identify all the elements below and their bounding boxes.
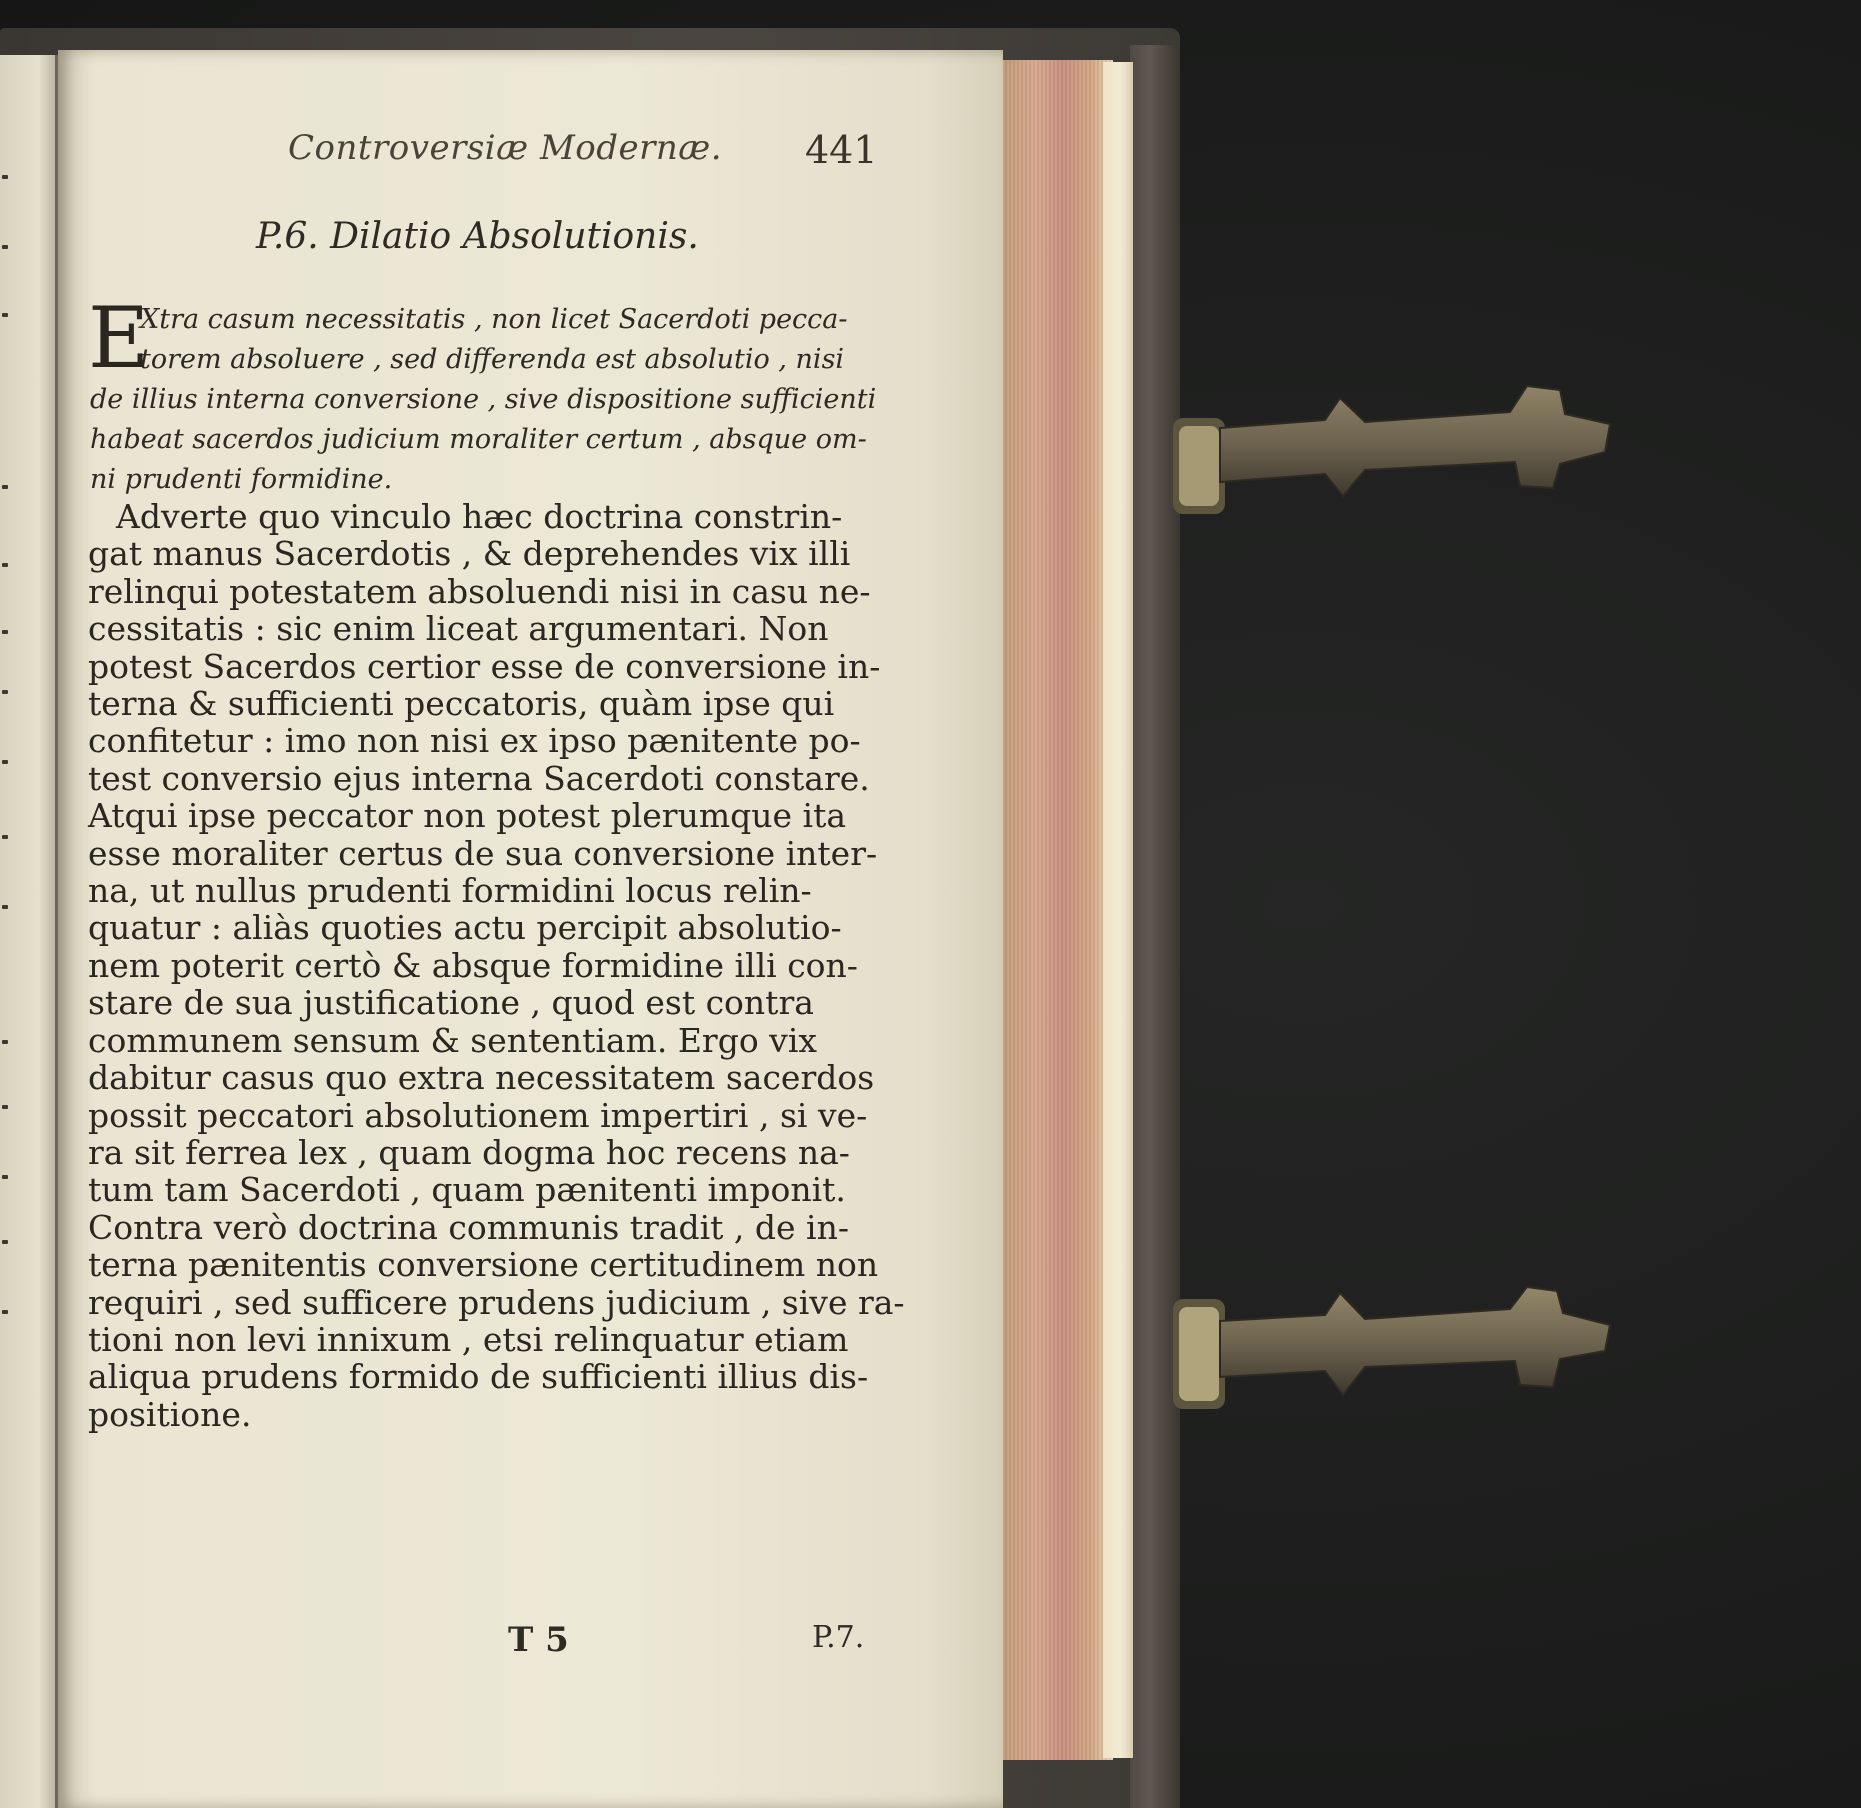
body-line: gat manus Sacerdotis , & deprehendes vix illi <box>88 534 851 574</box>
body-line: test conversio ejus interna Sacerdoti constare. <box>88 758 870 798</box>
body-line: terna & sufficienti peccatoris, quàm ipse qui <box>88 684 835 724</box>
body-line: positione. <box>88 1394 252 1434</box>
body-line: cessitatis : sic enim liceat argumentari. Non <box>88 609 829 649</box>
italic-line: Xtra casum necessitatis , non licet Sacerdoti pecca- <box>140 304 848 335</box>
italic-line: habeat sacerdos judicium moraliter certum , absque om- <box>90 424 867 455</box>
body-line: tum tam Sacerdoti , quam pænitenti imponit. <box>88 1170 846 1210</box>
italic-line: de illius interna conversione , sive dispositione sufficienti <box>90 384 877 415</box>
page-number: 441 <box>805 128 878 172</box>
body-line: ra sit ferrea lex , quam dogma hoc recens na- <box>88 1132 850 1172</box>
catchword: P.7. <box>812 1620 865 1655</box>
body-line: stare de sua justificatione , quod est contra <box>88 983 814 1023</box>
body-line: esse moraliter certus de sua conversione inter- <box>88 833 878 873</box>
body-line: quatur : aliàs quoties actu percipit absolutio- <box>88 908 842 948</box>
italic-line: ni prudenti formidine. <box>90 464 393 495</box>
body-line: aliqua prudens formido de sufficienti illius dis- <box>88 1357 869 1397</box>
section-title: P.6. Dilatio Absolutionis. <box>256 216 699 257</box>
body-line: potest Sacerdos certior esse de conversione in- <box>88 646 881 686</box>
body-paragraph <box>88 497 905 1434</box>
body-line: relinqui potestatem absoluendi nisi in casu ne- <box>88 571 871 611</box>
body-line: terna pænitentis conversione certitudinem non <box>88 1245 879 1285</box>
body-line: possit peccatori absolutionem impertiri , si ve- <box>88 1095 868 1135</box>
italic-line: torem absoluere , sed differenda est absolutio , nisi <box>140 344 845 375</box>
body-line: Adverte quo vinculo hæc doctrina constrin- <box>116 497 843 536</box>
body-line: dabitur casus quo extra necessitatem sacerdos <box>88 1058 875 1098</box>
body-line: Contra verò doctrina communis tradit , de in- <box>88 1207 849 1247</box>
body-line: communem sensum & sententiam. Ergo vix <box>88 1020 817 1060</box>
running-head: Controversiæ Modernæ. <box>288 128 723 168</box>
drop-cap: E <box>88 289 150 387</box>
body-line: Atqui ipse peccator non potest plerumque ita <box>88 796 847 836</box>
body-line: nem poterit certò & absque formidine illi con- <box>88 945 858 985</box>
body-line: requiri , sed sufficere prudens judicium , sive ra- <box>88 1282 905 1322</box>
body-line: confitetur : imo non nisi ex ipso pænitente po- <box>88 721 861 761</box>
body-line: tioni non levi innixum , etsi relinquatur etiam <box>88 1319 849 1359</box>
italic-paragraph <box>90 300 880 500</box>
body-line: na, ut nullus prudenti formidini locus relin- <box>88 871 812 911</box>
signature-mark: T 5 <box>508 1620 569 1660</box>
